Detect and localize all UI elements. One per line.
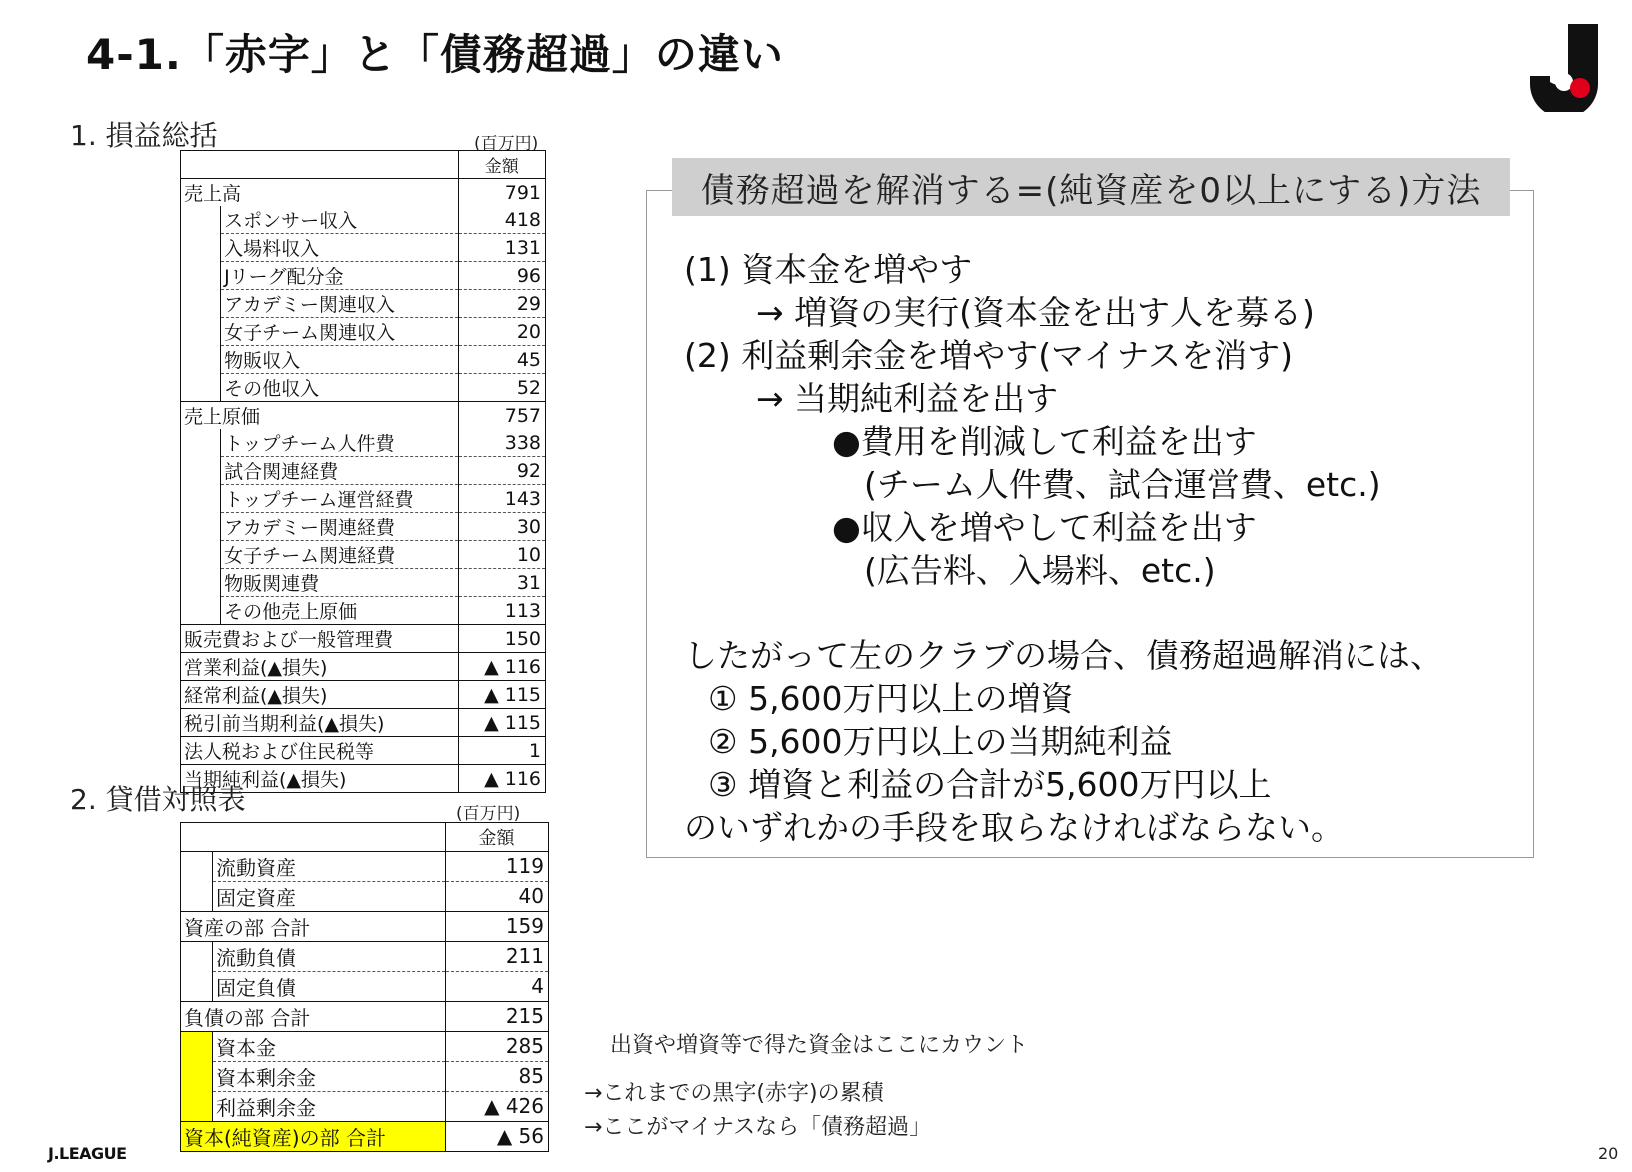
row-label: 売上高	[181, 179, 459, 207]
indent-cell	[181, 429, 221, 625]
table-row	[181, 911, 549, 941]
table-row	[181, 485, 546, 513]
bs-table	[180, 822, 549, 1152]
table-row	[181, 179, 546, 207]
table-row	[181, 402, 546, 430]
table-row	[181, 1061, 549, 1091]
table-row	[181, 346, 546, 374]
row-label: 入場料収入	[221, 234, 459, 262]
row-label: 資本金	[213, 1031, 446, 1061]
method-line-9: したがって左のクラブの場合、債務超過解消には、	[684, 636, 1443, 675]
method-line-3: (2) 利益剰余金を増やす(マイナスを消す)	[684, 336, 1294, 375]
row-value: 45	[459, 346, 546, 374]
row-label: その他売上原価	[221, 597, 459, 625]
table-row	[181, 851, 549, 881]
note-capital: 出資や増資等で得た資金はここにカウント	[610, 1033, 1029, 1058]
table-row	[181, 1091, 549, 1121]
table-row	[181, 941, 549, 971]
pl-heading: 1. 損益総括	[70, 119, 218, 152]
row-label: 法人税および住民税等	[181, 737, 459, 765]
table-row	[181, 1121, 549, 1151]
row-label: 当期純利益(▲損失)	[181, 765, 459, 793]
table-row	[181, 234, 546, 262]
row-value: 285	[446, 1031, 549, 1061]
row-label: 営業利益(▲損失)	[181, 653, 459, 681]
note-total: →ここがマイナスなら「債務超過」	[584, 1115, 932, 1140]
col-header: 金額	[446, 823, 549, 852]
header-blank	[181, 823, 446, 852]
row-value: 40	[446, 881, 549, 911]
row-label: 物販関連費	[221, 569, 459, 597]
row-value: 52	[459, 374, 546, 402]
row-value: 215	[446, 1001, 549, 1031]
row-label: 女子チーム関連収入	[221, 318, 459, 346]
table-row	[181, 429, 546, 457]
row-label: アカデミー関連収入	[221, 290, 459, 318]
row-label: 売上原価	[181, 402, 459, 430]
row-value: ▲ 116	[459, 765, 546, 793]
table-row	[181, 971, 549, 1001]
page-number: 20	[1598, 1144, 1619, 1163]
row-value: 338	[459, 429, 546, 457]
pl-table	[180, 150, 546, 793]
row-value: 211	[446, 941, 549, 971]
table-row	[181, 737, 546, 765]
table-row	[181, 597, 546, 625]
table-row	[181, 569, 546, 597]
table-row	[181, 374, 546, 402]
method-title: 債務超過を解消する=(純資産を0以上にする)方法	[672, 158, 1510, 216]
method-line-2: → 増資の実行(資本金を出す人を募る)	[756, 293, 1315, 332]
page-title: 4-1.「赤字」と「債務超過」の違い	[86, 30, 784, 79]
row-value: 131	[459, 234, 546, 262]
table-row	[181, 653, 546, 681]
row-value: 143	[459, 485, 546, 513]
row-value: 96	[459, 262, 546, 290]
bs-unit: (百万円)	[456, 804, 521, 824]
row-value: 92	[459, 457, 546, 485]
method-line-7: ●収入を増やして利益を出す	[832, 508, 1257, 547]
row-label: トップチーム人件費	[221, 429, 459, 457]
table-row	[181, 709, 546, 737]
row-label: その他収入	[221, 374, 459, 402]
row-value: 30	[459, 513, 546, 541]
method-line-5: ●費用を削減して利益を出す	[832, 422, 1257, 461]
row-label: 固定負債	[213, 971, 446, 1001]
row-label: スポンサー収入	[221, 206, 459, 234]
row-value: 85	[446, 1061, 549, 1091]
table-row	[181, 1031, 549, 1061]
row-label: 固定資産	[213, 881, 446, 911]
method-line-10: ① 5,600万円以上の増資	[708, 679, 1074, 718]
col-header: 金額	[459, 151, 546, 179]
table-header-row	[181, 151, 546, 179]
row-label: 流動負債	[213, 941, 446, 971]
method-line-4: → 当期純利益を出す	[756, 379, 1059, 418]
row-label: 試合関連経費	[221, 457, 459, 485]
row-label: トップチーム運営経費	[221, 485, 459, 513]
row-value: 4	[446, 971, 549, 1001]
row-value: 29	[459, 290, 546, 318]
indent-cell	[181, 206, 221, 402]
highlight-indent-cell	[181, 1031, 213, 1121]
row-value: ▲ 115	[459, 709, 546, 737]
table-row	[181, 881, 549, 911]
row-label: 利益剰余金	[213, 1091, 446, 1121]
method-line-13: のいずれかの手段を取らなければならない。	[684, 808, 1344, 847]
table-row	[181, 206, 546, 234]
pl-unit: (百万円)	[474, 134, 539, 154]
row-label: 流動資産	[213, 851, 446, 881]
row-label: 税引前当期利益(▲損失)	[181, 709, 459, 737]
row-label: 資本(純資産)の部 合計	[181, 1121, 446, 1151]
row-value: 119	[446, 851, 549, 881]
row-label: 販売費および一般管理費	[181, 625, 459, 653]
table-header-row	[181, 823, 549, 852]
indent-cell	[181, 941, 213, 1001]
row-label: 負債の部 合計	[181, 1001, 446, 1031]
method-line-12: ③ 増資と利益の合計が5,600万円以上	[708, 765, 1272, 804]
row-value: ▲ 115	[459, 681, 546, 709]
table-row	[181, 457, 546, 485]
table-row	[181, 541, 546, 569]
row-value: 791	[459, 179, 546, 207]
method-line-11: ② 5,600万円以上の当期純利益	[708, 722, 1173, 761]
row-value: 150	[459, 625, 546, 653]
table-row	[181, 262, 546, 290]
table-row	[181, 513, 546, 541]
header-blank	[181, 151, 459, 179]
row-label: 資本剰余金	[213, 1061, 446, 1091]
row-value: ▲ 426	[446, 1091, 549, 1121]
row-label: 物販収入	[221, 346, 459, 374]
row-label: 経常利益(▲損失)	[181, 681, 459, 709]
row-value: ▲ 116	[459, 653, 546, 681]
note-retained: →これまでの黒字(赤字)の累積	[584, 1081, 884, 1106]
bs-heading: 2. 貸借対照表	[70, 783, 246, 816]
indent-cell	[181, 851, 213, 911]
row-value: 10	[459, 541, 546, 569]
row-value: ▲ 56	[446, 1121, 549, 1151]
jleague-emblem-icon	[1528, 24, 1602, 112]
row-value: 113	[459, 597, 546, 625]
row-label: Jリーグ配分金	[221, 262, 459, 290]
table-row	[181, 625, 546, 653]
method-line-8: (広告料、入場料、etc.)	[864, 551, 1216, 590]
row-value: 1	[459, 737, 546, 765]
row-value: 418	[459, 206, 546, 234]
method-line-6: (チーム人件費、試合運営費、etc.)	[864, 465, 1381, 504]
row-label: 女子チーム関連経費	[221, 541, 459, 569]
row-value: 31	[459, 569, 546, 597]
row-label: 資産の部 合計	[181, 911, 446, 941]
table-row	[181, 318, 546, 346]
jleague-footer-logo: J.LEAGUE	[48, 1144, 127, 1163]
table-row	[181, 290, 546, 318]
row-value: 757	[459, 402, 546, 430]
row-label: アカデミー関連経費	[221, 513, 459, 541]
row-value: 20	[459, 318, 546, 346]
table-row	[181, 1001, 549, 1031]
method-line-1: (1) 資本金を増やす	[684, 250, 973, 289]
table-row	[181, 681, 546, 709]
row-value: 159	[446, 911, 549, 941]
